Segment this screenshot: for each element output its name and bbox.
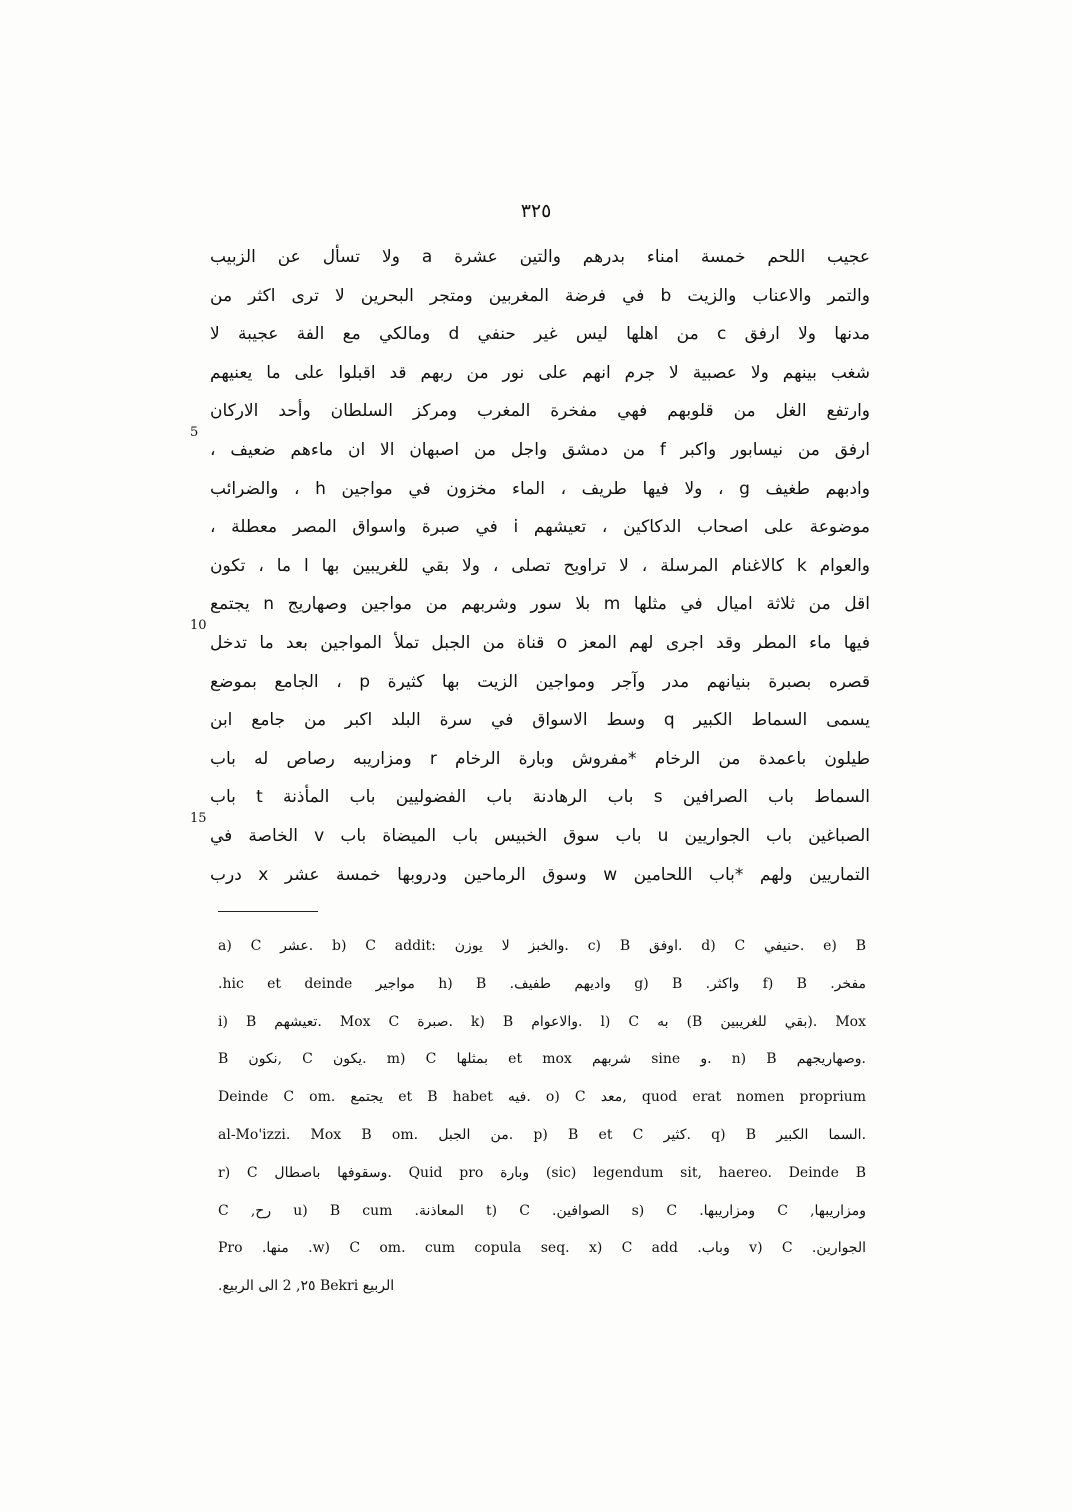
footnotes	[218, 928, 866, 1306]
main-text	[210, 238, 870, 894]
text-line: وارتفع الغل من قلوبهم فهي مفخرة المغرب ومركز السلطان وأحد الاركان	[210, 401, 870, 422]
footnote-line: ومزاريبها, C ومزاريبها. s) C الصوافين. t) C المعاذنة. u) B cum رح, C	[218, 1202, 866, 1219]
text-line: والتمر والاعناب والزيت b في فرضة المغربين ومتجر البحرين لا ترى اكثر من	[210, 285, 870, 306]
text-line: مدنها ولا ارفق c من اهلها ليس غير حنفي d ومالكي مع الفة عجيبة لا	[210, 324, 870, 345]
footnote-line: a) C عشر. b) C addit: والخبز لا يوزن. c) B اوفق. d) C حنيفي. e) B	[218, 938, 866, 954]
text-line: التماريين ولهم *باب اللحامين w وسوق الرماحين ودروبها خمسة عشر x درب	[210, 864, 870, 885]
footnote-divider	[218, 911, 318, 912]
line-number-15: 15	[190, 811, 207, 826]
line-number-10: 10	[190, 618, 207, 633]
text-line: قصره بصبرة بنيانهم مدر وآجر ومواجين الزيت بها كثيرة p ، الجامع بموضع	[210, 671, 870, 692]
footnote-line: al-Mo'izzi. Mox B om. من الجبل. p) B et C كثير. q) B السما الكبير.	[218, 1126, 866, 1143]
text-line: والعوام k كالاغنام المرسلة ، لا تراويح تصلى ، ولا بقي للغريبين بها l ما ، تكون	[210, 555, 870, 576]
text-line: فيها ماء المطر وقد اجرى لهم المعز o قناة من الجبل تملأ المواجين بعد ما تدخل	[210, 632, 870, 653]
text-line: ارفق من نيسابور واكبر f من دمشق واجل من اصبهان الا ان ماءهم ضعيف ،	[210, 439, 870, 460]
text-line: الصباغين باب الجواريين u باب سوق الخبيس باب الميضاة باب v الخاصة في	[210, 825, 870, 846]
text-line: طيلون باعمدة من الرخام *مفروش وبارة الرخام r ومزاريبه رصاص له باب	[210, 748, 870, 769]
text-line: شغب بينهم ولا عصبية لا جرم انهم على نور من ربهم قد اقبلوا على ما يعنيهم	[210, 362, 870, 383]
text-line: السماط باب الصرافين s باب الرهادنة باب الفضوليين باب المأذنة t باب	[210, 787, 870, 808]
footnote-line: i) B تعيشهم. Mox C صبرة. k) B والاعوام. l) C به (B بقي للغريبين). Mox	[218, 1013, 866, 1030]
footnote-line: B نكون, C يكون. m) C بمثلها et mox شربهم sine و. n) B وصهاريجهم.	[218, 1051, 866, 1068]
text-line: وادبهم طغيف g ، ولا فيها طريف ، الماء مخزون في مواجين h ، والضرائب	[210, 478, 870, 499]
text-line: اقل من ثلاثة اميال في مثلها m بلا سور وشربهم من مواجين وصهاريج n يجتمع	[210, 594, 870, 615]
text-line: عجيب اللحم خمسة امناء بدرهم والتين عشرة a ولا تسأل عن الزبيب	[210, 247, 870, 267]
footnote-line: Deinde C om. يجتمع et B habet فيه. o) C معد, quod erat nomen proprium	[218, 1089, 866, 1106]
footnote-line: مفخر. f) B واكثر. g) B واديهم طفيف. h) B مواجير hic et deinde.	[218, 975, 866, 992]
footnote-line: r) C وسقوفها باصطال. Quid pro وبارة (sic) legendum sit, haereo. Deinde B	[218, 1164, 866, 1181]
footnote-line: الربيع Bekri ٢٥, 2 الى الربيع.	[218, 1278, 395, 1295]
text-line: موضوعة على اصحاب الدكاكين ، تعيشهم i في صبرة واسواق المصر معطلة ،	[210, 517, 870, 538]
line-number-5: 5	[190, 425, 199, 440]
footnote-line: الجوارين. v) C وباب. w) C om. cum copula seq. x) C add. منها. Pro	[218, 1240, 866, 1257]
text-line: يسمى السماط الكبير q وسط الاسواق في سرة البلد اكبر من جامع ابن	[210, 710, 870, 731]
page-number: ٣٢٥	[520, 200, 552, 222]
